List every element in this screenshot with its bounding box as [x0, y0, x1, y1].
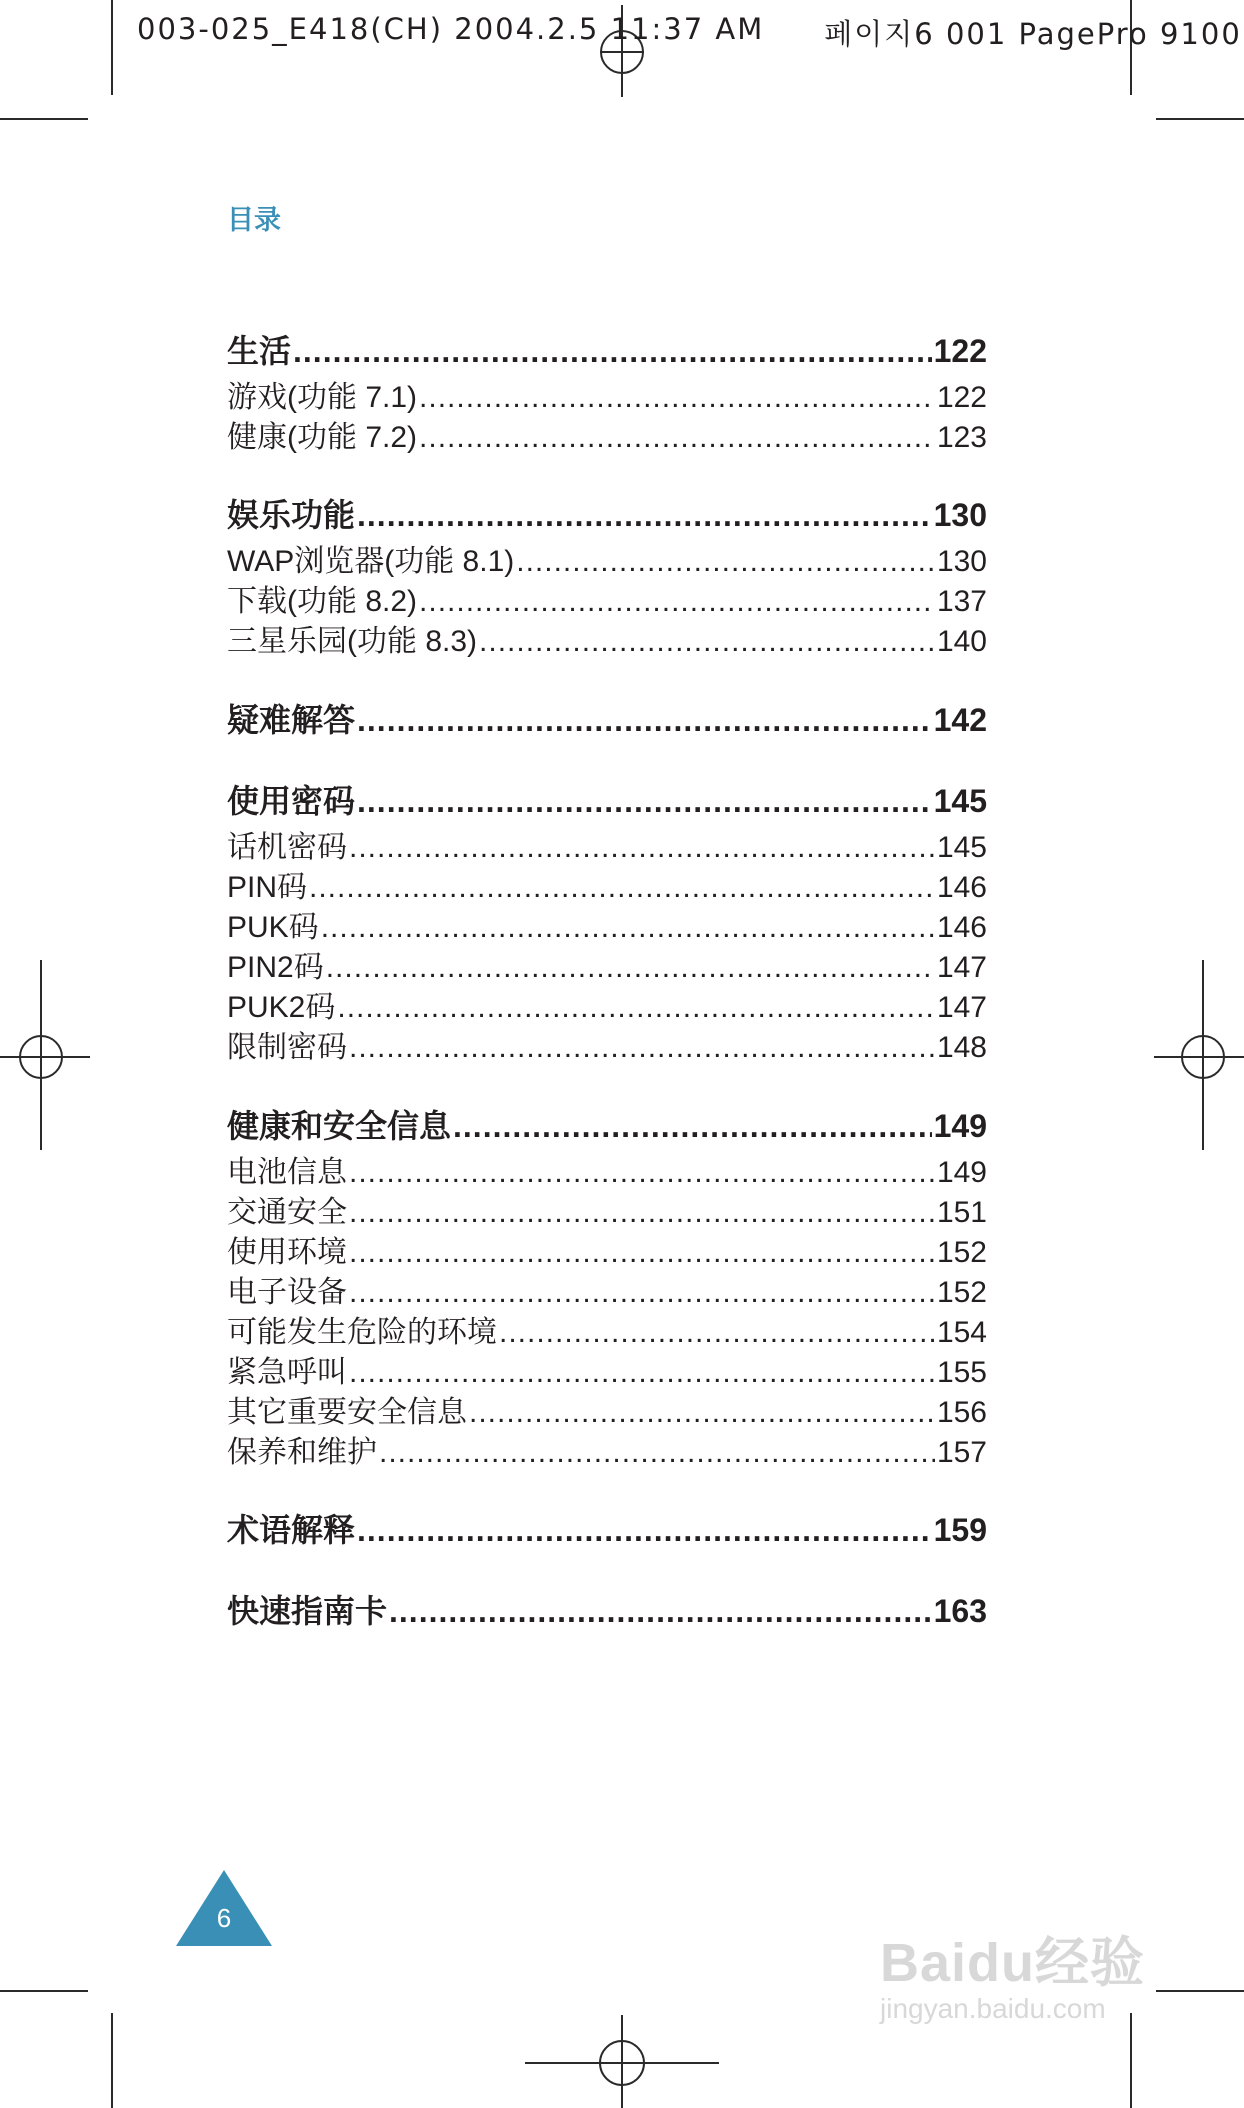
- toc-entry-page: 146: [936, 911, 987, 944]
- toc-entry-page: 142: [933, 702, 987, 738]
- toc-entry[interactable]: [227, 1022, 987, 1066]
- watermark-logo-text: Baidu经验: [880, 1933, 1146, 1993]
- toc-leader: [419, 381, 935, 415]
- toc-entry[interactable]: [227, 1227, 987, 1271]
- toc-entry-page: 163: [933, 1593, 987, 1629]
- print-slug: [137, 12, 1242, 53]
- toc-entry-page: 151: [936, 1196, 987, 1229]
- toc-leader: [326, 951, 935, 985]
- toc-entry-page: 145: [933, 783, 987, 819]
- toc-leader: [516, 545, 935, 579]
- toc-entry-page: 146: [936, 871, 987, 904]
- page-number: 6: [216, 1903, 232, 1933]
- toc-leader: [293, 333, 932, 370]
- toc-entry-page: 130: [936, 545, 987, 578]
- toc-leader: [349, 1356, 935, 1390]
- toc-entry[interactable]: [227, 1387, 987, 1431]
- toc-entry[interactable]: [227, 576, 987, 620]
- print-slug-right: 페이지6 001 PagePro 9100: [824, 17, 1242, 51]
- toc-entry[interactable]: [227, 1101, 987, 1147]
- toc-entry-page: 157: [936, 1436, 987, 1469]
- toc-entry[interactable]: [227, 616, 987, 660]
- toc-leader: [419, 585, 935, 619]
- toc-leader: [379, 1436, 935, 1470]
- toc-leader: [389, 1593, 932, 1630]
- toc-entry-label: 娱乐功能: [227, 497, 356, 533]
- toc-entry-page: 140: [936, 625, 987, 658]
- toc-entry-label: 话机密码: [227, 831, 347, 864]
- toc-entry-label: 其它重要安全信息: [227, 1396, 467, 1429]
- toc-entry-page: 156: [936, 1396, 987, 1429]
- toc-entry[interactable]: [227, 536, 987, 580]
- toc-entry-page: 155: [936, 1356, 987, 1389]
- toc-entry[interactable]: [227, 326, 987, 372]
- toc-entry-label: 健康(功能 7.2): [227, 421, 418, 454]
- toc-entry-page: 148: [936, 1031, 987, 1064]
- toc-entry-page: 152: [936, 1276, 987, 1309]
- toc-entry-page: 137: [936, 585, 987, 618]
- toc-entry-label: 限制密码: [227, 1031, 347, 1064]
- toc-entry-page: 159: [933, 1512, 987, 1548]
- registration-mark-left: [0, 1035, 90, 1079]
- toc-leader: [349, 1156, 935, 1190]
- toc-entry-label: PIN码: [227, 871, 308, 904]
- toc-entry[interactable]: [227, 1427, 987, 1471]
- toc-entry[interactable]: [227, 412, 987, 456]
- toc-entry-label: 紧急呼叫: [227, 1356, 347, 1389]
- toc-entry[interactable]: [227, 982, 987, 1026]
- toc-entry-label: 可能发生危险的环境: [227, 1316, 497, 1349]
- toc-entry-label: 电池信息: [227, 1156, 347, 1189]
- toc-entry[interactable]: [227, 942, 987, 986]
- toc-entry[interactable]: [227, 1505, 987, 1551]
- toc-entry-page: 130: [933, 497, 987, 533]
- toc-entry[interactable]: [227, 902, 987, 946]
- toc-entry[interactable]: [227, 1187, 987, 1231]
- toc-entry-label: 生活: [227, 333, 292, 369]
- toc-leader: [309, 871, 935, 905]
- toc-leader: [337, 991, 935, 1025]
- toc-entry-page: 147: [936, 991, 987, 1024]
- watermark-url: jingyan.baidu.com: [880, 1993, 1106, 2024]
- toc-entry[interactable]: [227, 1586, 987, 1632]
- print-slug-left: 003-025_E418(CH) 2004.2.5 11:37 AM: [137, 12, 765, 46]
- toc-leader: [479, 625, 935, 659]
- toc-entry-page: 149: [933, 1108, 987, 1144]
- toc-entry-label: 疑难解答: [227, 702, 356, 738]
- toc-entry-label: PIN2码: [227, 951, 324, 984]
- toc-entry[interactable]: [227, 1267, 987, 1311]
- toc-entry[interactable]: [227, 862, 987, 906]
- toc-entry-label: 术语解释: [227, 1512, 356, 1548]
- toc-leader: [349, 1031, 935, 1065]
- toc-entry-label: 健康和安全信息: [227, 1108, 452, 1144]
- toc-entry-label: 三星乐园(功能 8.3): [227, 625, 478, 658]
- toc-leader: [419, 421, 935, 455]
- toc-entry-label: 交通安全: [227, 1196, 347, 1229]
- toc-entry-label: WAP浏览器(功能 8.1): [227, 545, 515, 578]
- toc-entry[interactable]: [227, 372, 987, 416]
- toc-entry-label: 使用环境: [227, 1236, 347, 1269]
- toc-entry-page: 149: [936, 1156, 987, 1189]
- toc-leader: [357, 497, 932, 534]
- toc-entry-page: 122: [936, 381, 987, 414]
- toc-entry-page: 147: [936, 951, 987, 984]
- toc-entry-page: 152: [936, 1236, 987, 1269]
- toc-entry-page: 154: [936, 1316, 987, 1349]
- toc-leader: [321, 911, 935, 945]
- registration-mark-bottom: [525, 2015, 719, 2108]
- toc-entry[interactable]: [227, 776, 987, 822]
- toc-entry-page: 122: [933, 333, 987, 369]
- toc-entry[interactable]: [227, 1347, 987, 1391]
- toc-entry[interactable]: [227, 1147, 987, 1191]
- toc-entry[interactable]: [227, 822, 987, 866]
- toc-entry-label: 下载(功能 8.2): [227, 585, 418, 618]
- toc-leader: [349, 1236, 935, 1270]
- toc-leader: [357, 1512, 932, 1549]
- toc-entry-label: 电子设备: [227, 1276, 347, 1309]
- toc-leader: [357, 783, 932, 820]
- toc-entry[interactable]: [227, 695, 987, 741]
- toc-leader: [469, 1396, 935, 1430]
- toc-entry-label: 保养和维护: [227, 1436, 377, 1469]
- toc-entry-label: PUK码: [227, 911, 319, 944]
- toc-leader: [349, 831, 935, 865]
- toc-heading: 目录: [227, 205, 281, 235]
- toc-entry-page: 123: [936, 421, 987, 454]
- toc-leader: [499, 1316, 935, 1350]
- toc-entry[interactable]: [227, 490, 987, 536]
- toc-entry-page: 145: [936, 831, 987, 864]
- toc-entry-label: 游戏(功能 7.1): [227, 381, 418, 414]
- toc-entry-label: 使用密码: [227, 783, 356, 819]
- toc-leader: [357, 702, 932, 739]
- toc-leader: [453, 1108, 932, 1145]
- toc-leader: [349, 1196, 935, 1230]
- toc-entry-label: 快速指南卡: [227, 1593, 388, 1629]
- toc-entry-label: PUK2码: [227, 991, 336, 1024]
- watermark: [880, 1920, 1145, 2025]
- toc-entry[interactable]: [227, 1307, 987, 1351]
- registration-mark-right: [1154, 1035, 1244, 1079]
- toc-leader: [349, 1276, 935, 1310]
